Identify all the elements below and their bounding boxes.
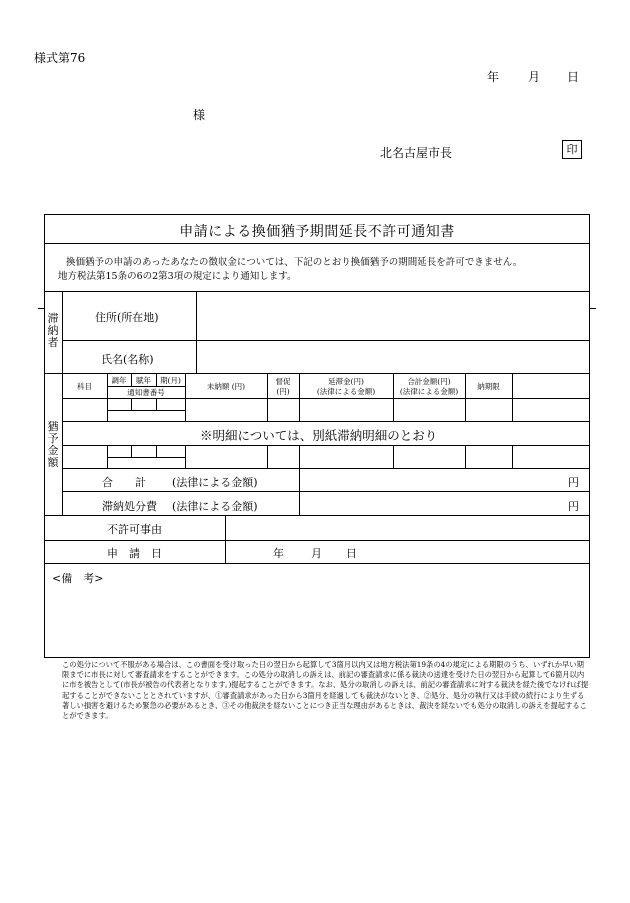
grid-line	[512, 373, 513, 421]
disposal-fee-label: 滞納処分費	[102, 500, 157, 513]
grid-line	[44, 291, 590, 292]
grid-line	[62, 291, 63, 515]
grid-line	[465, 445, 466, 468]
title-divider	[44, 243, 590, 244]
application-date-label: 申 請 日	[107, 547, 162, 560]
col-unpaid: 未納額 (円)	[206, 382, 246, 391]
grid-line	[44, 515, 590, 516]
col-late-fee: 延滞金(円)	[328, 377, 364, 386]
seal-box: 印	[562, 140, 582, 159]
col-period: 期(月)	[160, 376, 181, 385]
grid-line	[512, 445, 513, 468]
grid-line	[299, 445, 300, 468]
grid-line	[196, 291, 197, 373]
grid-line	[62, 340, 590, 341]
col-late-fee-note: (法律による金額)	[316, 387, 376, 396]
intro-line-2: 地方税法第15条の6の2第3項の規定により通知します。	[58, 271, 297, 282]
application-year-label: 年	[273, 547, 284, 560]
total-label: 合 計	[102, 476, 146, 489]
col-total-note: (法律による金額)	[399, 387, 459, 396]
punch-mark-right	[590, 308, 596, 309]
addressee-suffix: 様	[193, 108, 206, 122]
name-label: 氏名(名称)	[101, 353, 154, 366]
disposal-fee-unit: 円	[568, 500, 579, 513]
grid-line	[44, 540, 590, 541]
delinquent-section-label: 滞納者	[47, 312, 59, 349]
date-year-label: 年	[487, 70, 500, 84]
grid-line	[62, 445, 590, 446]
col-due-date: 納期限	[477, 382, 500, 391]
grid-line	[185, 445, 186, 468]
detail-note: ※明細については、別紙滞納明細のとおり	[200, 428, 438, 443]
col-demand-unit: (円)	[276, 387, 290, 396]
appeal-notice-text: この処分について不服がある場合は、この書面を受け取った日の翌日から起算して3箇月以内又は地方税法第19条の4の規定による期限のうち、いずれか早い期限までに市長に対して審査請求をすることができます。この処分の取消しの訴えは、前記の審査請求に係る裁決の送達を受けた日の翌日から起算して6箇月以内に市を被告として(市長が被告の代表者となります。)提起することができます。なお、処分の取消しの訴えは、前記の審査請求に対する裁決を経た後でなければ提起することができないこととされていますが、①審査請求があった日から3箇月を経過しても裁決がないとき、②処分、処分の執行又は手続の続行により生ずる著しい損害を避けるため緊急の必要があるとき、③その他裁決を経ないことにつき正当な理由があるときは、裁決を経ないでも処分の取消しの訴えを提起することができます。	[62, 660, 589, 721]
col-subject: 科目	[77, 382, 92, 391]
remarks-label: <備 考>	[52, 572, 104, 585]
grid-line	[62, 491, 590, 492]
grid-line	[393, 445, 394, 468]
grid-line	[107, 457, 185, 458]
disposal-fee-note: (法律による金額)	[172, 500, 258, 513]
address-label: 住所(所在地)	[95, 311, 159, 324]
grid-line	[225, 515, 226, 563]
refusal-reason-label: 不許可事由	[107, 523, 162, 536]
grid-line	[62, 468, 590, 469]
grid-line	[299, 468, 300, 515]
grid-line	[131, 445, 132, 457]
date-day-label: 日	[567, 70, 580, 84]
punch-mark-left	[38, 308, 44, 309]
grid-line	[267, 445, 268, 468]
grid-line	[185, 373, 186, 421]
total-note: (法律による金額)	[172, 476, 258, 489]
grid-line	[156, 445, 157, 457]
grid-line	[156, 398, 157, 410]
amounts-section-label: 猶予金額	[47, 420, 59, 469]
col-total: 合計金額(円)	[407, 377, 451, 386]
grid-line	[465, 373, 466, 421]
col-notice-number: 通知書番号	[127, 388, 165, 397]
grid-line	[62, 398, 590, 399]
col-tax-year: 賦年	[136, 376, 151, 385]
application-day-label: 日	[346, 547, 357, 560]
grid-line	[44, 563, 590, 564]
total-unit: 円	[568, 476, 579, 489]
col-demand: 督促	[275, 377, 291, 386]
grid-line	[131, 398, 132, 410]
grid-line	[44, 373, 590, 374]
issuer-name: 北名古屋市長	[380, 146, 453, 160]
document-title: 申請による換価猶予期間延長不許可通知書	[179, 224, 455, 240]
col-fiscal-year: 調年	[111, 376, 127, 385]
date-month-label: 月	[528, 70, 541, 84]
grid-line	[107, 386, 185, 387]
form-number: 様式第76	[34, 51, 86, 65]
application-month-label: 月	[311, 547, 322, 560]
grid-line	[107, 410, 185, 411]
grid-line	[62, 421, 590, 422]
intro-line-1: 換価猶予の申請のあったあなたの徴収金については、下記のとおり換価猶予の期間延長を許可できません。	[66, 257, 523, 268]
